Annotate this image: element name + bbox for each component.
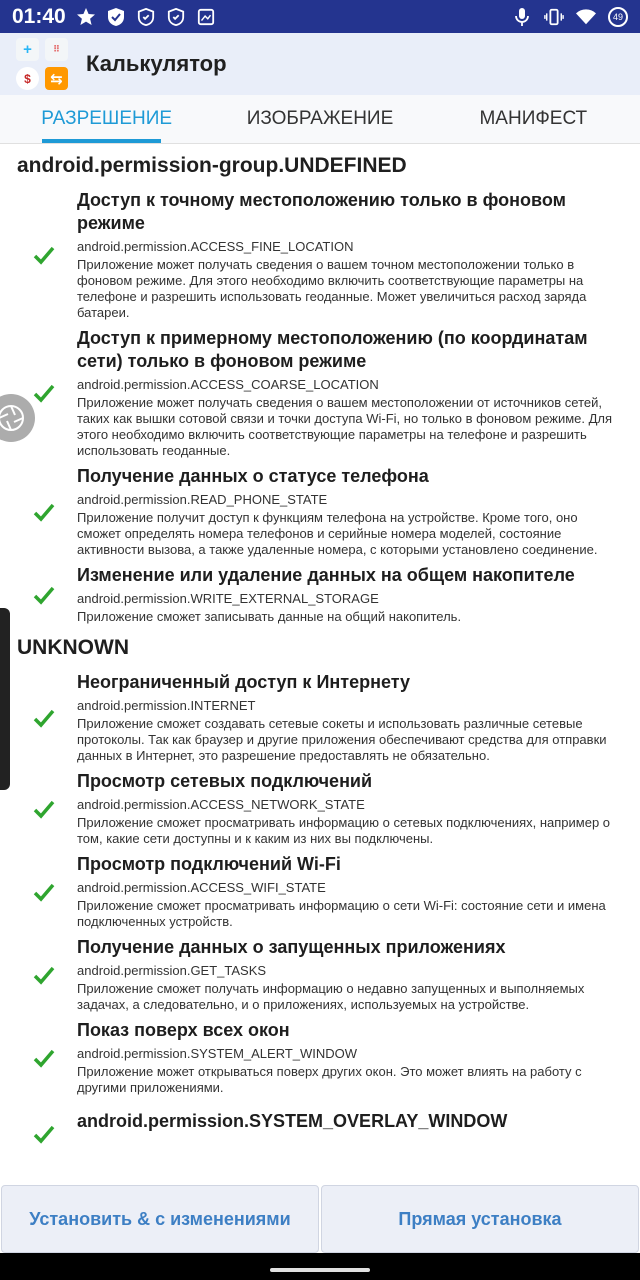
aperture-icon (0, 403, 26, 433)
app-title: Калькулятор (86, 51, 227, 76)
permission-description: Приложение может открываться поверх других окон. Это может влиять на работу с другими приложениями. (77, 1064, 582, 1095)
permission-id: android.permission.WRITE_EXTERNAL_STORAGE (77, 591, 379, 606)
shield-check-icon (106, 7, 126, 27)
calculator-app-icon: + ⠿ $ ⇆ (16, 38, 68, 90)
permission-description: Приложение получит доступ к функциям телефона на устройстве. Кроме того, оно сможет определять номера телефонов и серийные номера моделей, состояние активности вызова, а также удаленные номера, с которыми установлено соединение. (77, 510, 598, 557)
check-icon (32, 381, 56, 405)
permission-description: Приложение сможет записывать данные на общий накопитель. (77, 609, 462, 624)
edge-panel-handle[interactable] (0, 608, 10, 790)
bottom-actions (0, 1185, 640, 1253)
permission-title: Изменение или удаление данных на общем накопителе (77, 565, 575, 585)
permission-title: Получение данных о запущенных приложениях (77, 937, 506, 957)
list-item[interactable] (0, 189, 640, 321)
permission-id: android.permission.ACCESS_WIFI_STATE (77, 880, 326, 895)
status-bar (0, 0, 640, 33)
home-gesture-pill[interactable] (270, 1268, 370, 1272)
vibrate-icon (544, 7, 564, 27)
list-item[interactable] (0, 770, 640, 847)
permission-description: Приложение сможет просматривать информацию о сетевых подключениях, например о том, какие сети доступны и к каким из них вы подключены. (77, 815, 611, 846)
permission-id: android.permission.ACCESS_COARSE_LOCATION (77, 377, 379, 392)
check-icon (32, 1046, 56, 1070)
list-item[interactable] (0, 853, 640, 930)
permission-description: Приложение сможет получать информацию о недавно запущенных и выполняемых задачах, а следовательно, и о приложениях, используемых на устройстве. (77, 981, 585, 1012)
tab-permission[interactable]: РАЗРЕШЕНИЕ (0, 95, 213, 143)
permission-list[interactable] (0, 143, 640, 1185)
permission-id: android.permission.ACCESS_FINE_LOCATION (77, 239, 354, 254)
list-item[interactable] (0, 1019, 640, 1096)
group-title-unknown: UNKNOWN (17, 636, 129, 659)
permission-title: Доступ к точному местоположению только в фоновом режиме (77, 190, 566, 233)
permission-title: Просмотр сетевых подключений (77, 771, 373, 791)
list-item[interactable] (0, 1110, 640, 1133)
check-icon (32, 583, 56, 607)
app-bar (0, 33, 640, 95)
tab-image[interactable]: ИЗОБРАЖЕНИЕ (246, 108, 394, 129)
check-icon (32, 963, 56, 987)
status-time: 01:40 (12, 4, 66, 28)
star-icon (76, 7, 96, 27)
permission-id: android.permission.SYSTEM_ALERT_WINDOW (77, 1046, 358, 1061)
permission-description: Приложение сможет создавать сетевые сокеты и использовать различные сетевые протоколы. Так как браузер и другие приложения обеспечивают средства для отправки данных в Интернет, это разрешение предоставлять не обязательно. (77, 716, 607, 763)
permission-description: Приложение может получать сведения о вашем местоположении от источников сетей, таких как вышки сотовой связи и точки доступа Wi-Fi, но только в фоновом режиме. Для этого необходимо включить соответствующие параметры на телефоне и разрешить использовать геоданные. (77, 395, 613, 458)
permission-title: Получение данных о статусе телефона (77, 466, 429, 486)
shield-icon (136, 7, 156, 27)
shield-outline-icon (166, 7, 186, 27)
navigation-bar (0, 1253, 640, 1280)
check-icon (32, 500, 56, 524)
list-item[interactable] (0, 671, 640, 764)
wifi-icon (576, 7, 596, 27)
check-icon (32, 880, 56, 904)
permission-id: android.permission.INTERNET (77, 698, 256, 713)
permission-title: Неограниченный доступ к Интернету (77, 672, 410, 692)
check-icon (32, 706, 56, 730)
permission-id: android.permission.GET_TASKS (77, 963, 267, 978)
direct-install-button[interactable]: Прямая установка (321, 1185, 639, 1253)
install-with-changes-button[interactable]: Установить & с изменениями (1, 1185, 319, 1253)
permission-title: Просмотр подключений Wi-Fi (77, 854, 341, 874)
tab-bar (0, 95, 640, 144)
list-item[interactable] (0, 327, 640, 459)
permission-id: android.permission.READ_PHONE_STATE (77, 492, 328, 507)
permission-description: Приложение может получать сведения о вашем точном местоположении только в фоновом режиме. Для этого необходимо включить соответствующие параметры на телефоне и разрешить использовать геоданные. Может увеличиться расход заряда батареи. (77, 257, 587, 320)
list-item[interactable] (0, 936, 640, 1013)
tab-manifest[interactable]: МАНИФЕСТ (479, 108, 588, 129)
permission-title: Показ поверх всех окон (77, 1020, 290, 1040)
permission-id: android.permission.ACCESS_NETWORK_STATE (77, 797, 365, 812)
image-icon (196, 7, 216, 27)
list-item[interactable] (0, 564, 640, 625)
permission-title: android.permission.SYSTEM_OVERLAY_WINDOW (77, 1111, 508, 1131)
check-icon (32, 1122, 56, 1146)
permission-description: Приложение сможет просматривать информацию о сети Wi-Fi: состояние сети и имена подключенных устройств. (77, 898, 606, 929)
check-icon (32, 797, 56, 821)
battery-indicator: 49 (608, 7, 628, 27)
list-item[interactable] (0, 465, 640, 558)
permission-title: Доступ к примерному местоположению (по координатам сети) только в фоновом режиме (77, 328, 588, 371)
group-title-undefined: android.permission-group.UNDEFINED (17, 154, 407, 177)
microphone-icon (512, 7, 532, 27)
check-icon (32, 243, 56, 267)
